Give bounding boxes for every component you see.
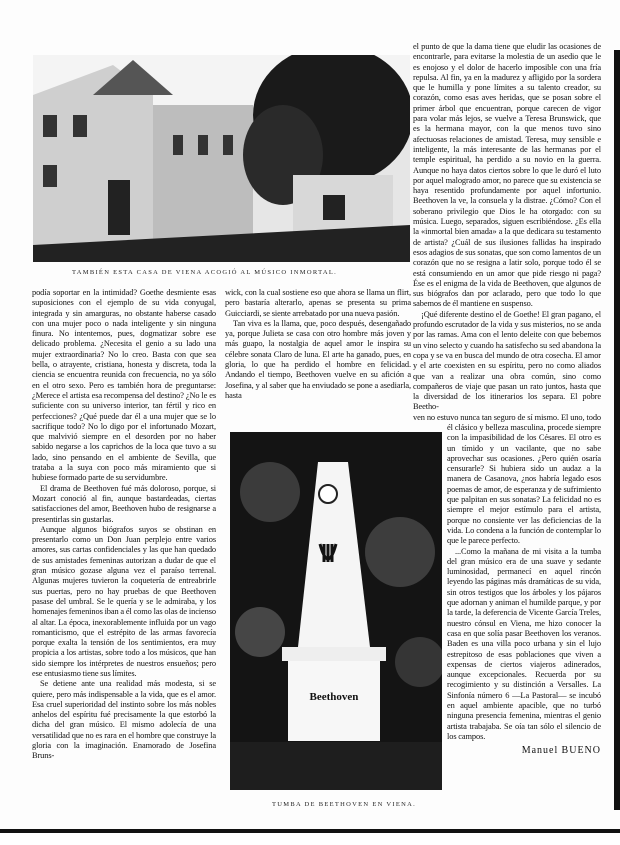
beethoven-tomb-photo	[230, 432, 442, 790]
author-signature: Manuel BUENO	[521, 745, 601, 757]
paragraph: podía soportar en la intimidad? Goethe desmiente esas suposiciones con el ejemplo de su vida conyugal, integrada y sin amarguras, no obstante haberse casado con una mujer poco o nada inteligente y sin ninguna finura. No intentemos, pues, dogmatizar sobre ese delicado problema. ¿Necesita el genio a su lado una mujer extraordinaria? No lo creo. Basta con que sea bella, o atrayente, cristiana, honesta y discreta, toda la ciencia se encuentra reunida con frecuencia, no ya sólo en el otro sexo. Pero es también hora de preguntarse: ¿Merece el artista esa recompensa del destino? ¿No le es suficiente con su universo interior, tan fértil y rico en perfecciones? ¿Qué puede dar él a una mujer que se lo sacrifique todo? No lo digo por el infortunado Mozart, que malvivió siempre en el desorden por no haber sabido negarse a los caprichos de la loca que tuvo a su lado, sino pensando en el ambiente de Sevilla, que trataba a la suya con poco más miramiento que si hubiese formado parte de su servidumbre.	[32, 288, 216, 483]
right-column-text	[413, 42, 601, 845]
left-column-text	[32, 288, 216, 762]
paragraph: Tan viva es la llama, que, poco después, desengañado ya, porque Julieta se casa con otro hombre más joven y más guapo, la nostalgia de aquel amor le inspira su célebre sonata Claro de luna. El arte ha ganado, pues, en gloria, lo que ha perdido el hombre en felicidad. Andando el tiempo, Beethoven vuelve en su afición a Josefina, y al saber que ha enviudado se pone a asediarla, hasta	[225, 318, 411, 400]
paragraph: ven no estuvo nunca tan seguro de sí mismo. El uno, todo él clásico y belleza masculina, procede siempre con la impasibilidad de los Césares. El otro es un tímido y un vacilante, que no sabe aprovechar sus ocasiones. ¿Pero quién osaría censurarle? Si hubiera sido un audaz a la manera de Casanova, ¿nos habría legado esos poemas de amor, de esperanza y de sufrimiento que palpitan en sus sonatas? La felicidad no es siempre el mejor estímulo para el artista, porque no consiente ver las deficiencias de la vida. Lo condena a la función de contemplar lo que le parece perfecto.	[413, 412, 601, 546]
page-bottom-rule	[0, 829, 620, 833]
tomb-inscription: Beethoven	[309, 691, 359, 703]
vienna-house-photo	[33, 55, 410, 262]
middle-column-text	[225, 288, 411, 401]
paragraph: El drama de Beethoven fué más doloroso, porque, si Mozart conoció al fin, aunque bastardeadas, ciertas satisfacciones del amor, Beethoven hubo de resignarse a presentirlas sin gustarlas.	[32, 483, 216, 524]
top-photo-caption: TAMBIÉN ESTA CASA DE VIENA ACOGIÓ AL MÚSICO INMORTAL.	[72, 269, 338, 276]
paragraph: ...Como la mañana de mi visita a la tumba del gran músico era de una suave y sedante luminosidad, permanecí en aquel rincón leyendo las páginas más dramáticas de su vida, sin otros testigos que los árboles y los pájaros que adornan y animan el humilde parque, y por la tarde, la deferencia de Vicente García Treles, nuestro cónsul en Viena, me hizo conocer la casa en que solía pasar Beethoven los veranos. Baden es una villa poco urbana y sin el lujo estrepitoso de esas poblaciones que viven a expensas de ciertos viajeros adinerados, aunque excepcionales. Recuerda por su recogimiento y su distinción a Versalles. La Sinfonía número 6 —La Pastoral— se incubó en aquel ambiente apacible, que no turbó ninguna presencia femenina, mientras el genio artista trabajaba. Se oía tan sólo el silencio de los campos.	[447, 546, 601, 741]
bottom-photo-caption: TUMBA DE BEETHOVEN EN VIENA.	[272, 801, 417, 808]
tomb-photo-image	[230, 432, 442, 790]
paragraph: wick, con la cual sostiene eso que ahora se llama un flirt, pero bastaría alterarlo, apenas se presenta su prima Guicciardi, se siente arrebatado por una nueva pasión.	[225, 288, 411, 318]
paragraph: ¡Qué diferente destino el de Goethe! El gran pagano, el profundo escrutador de la vida y sus misterios, no se anda por las ramas. Ama con el lento deleite con que bebemos un vino selecto y cuando ha satisfecho su sed abandona la copa y se va en busca del mundo de otra cosecha. El amor y el arte coexisten en su espíritu, pero no como aliados que van a realizar una obra común, sino como compañeros de viaje que pasan un rato juntos, hasta que la diversidad de los itinerarios los separa. El pobre Beetho-	[413, 309, 601, 412]
paragraph: el punto de que la dama tiene que eludir las ocasiones de encontrarle, para evitarse la molestia de un asedio que le es enojoso y el dolor de hacerlo imposible con una fría repulsa. Al fin, ya en la madurez y afligido por la sordera que le humilla y pone límites a su talento creador, su corazón, como esas aves heridas, que se posan sobre el primer árbol que encuentran, porque carecen de vigor para volar más lejos, se vuelve a Teresa Brunswick, que es la hermana mayor, con la que menos tuvo sino afectuosas relaciones de amistad. Teresa, muy sensible e inteligente, la más interesante de las hermanas por el temple espiritual, ha perdido a su novio en la guerra. Aunque no haya datos ciertos sobre lo que le duró el luto por aquel malogrado amor, no parece que su existencia se haya resentido profundamente por aquel infortunio. Beethoven la ve, la consuela y la distrae. ¿Cómo? Con el soberano privilegio que Dios le ha otorgado: con su música. Luego, separados, siguen escribiéndose. ¿Es ella la «inmortal bien amada» a la que dedicara su testamento de artista? ¿Cuál de sus ilusiones fallidas ha inspirado esos adagios de sus sonatas, que son como lamentos de un corazón que no se resigna a latir solo, porque todo él se está consumiendo en un amor que pide riesgo ni paga? Ése es el enigma de la vida de Beethoven, que algunos de sus biógrafos dan por aclarado, pero que todo lo que sabemos de él mantiene en suspenso.	[413, 42, 601, 309]
wrap-spacer	[413, 425, 447, 845]
page-edge	[614, 50, 620, 810]
paragraph: Aunque algunos biógrafos suyos se obstinan en presentarlo como un Don Juan perplejo entre varios amores, sus cartas confidenciales y las que han quedado de sus amistades femeninas autorizan a dudar de que el gran músico gozase alguna vez el paraíso terrenal. Algunas mujeres tuvieron la coquetería de entreabrirle sus puertas, pero no hay pruebas de que Beethoven pasase del umbral. Se le quería y se le admiraba, y los homenajes femeninos iban a él como las olas de incienso al altar. La época, inexorablemente influida por un vago romanticismo, que el estrépito de las armas favorecía porque exalta la tensión de los sentimientos, era muy propicia a los artistas, sobre todo a los músicos, que han sido siempre los intérpretes de nuestros ensueños; pero ese entusiasmo tiene sus límites.	[32, 524, 216, 678]
house-photo-image	[33, 55, 410, 262]
paragraph: Se detiene ante una realidad más modesta, si se quiere, pero más indispensable a la vida, que es el amor. Esa cruel superioridad del instinto sobre los más nobles anhelos del espíritu fué precisamente la que estorbó la dicha del gran músico. El mismo adolecía de una versatilidad que no es rara en el hombre que construye la gloria con la imaginación. Enamorado de Josefina Bruns-	[32, 679, 216, 761]
